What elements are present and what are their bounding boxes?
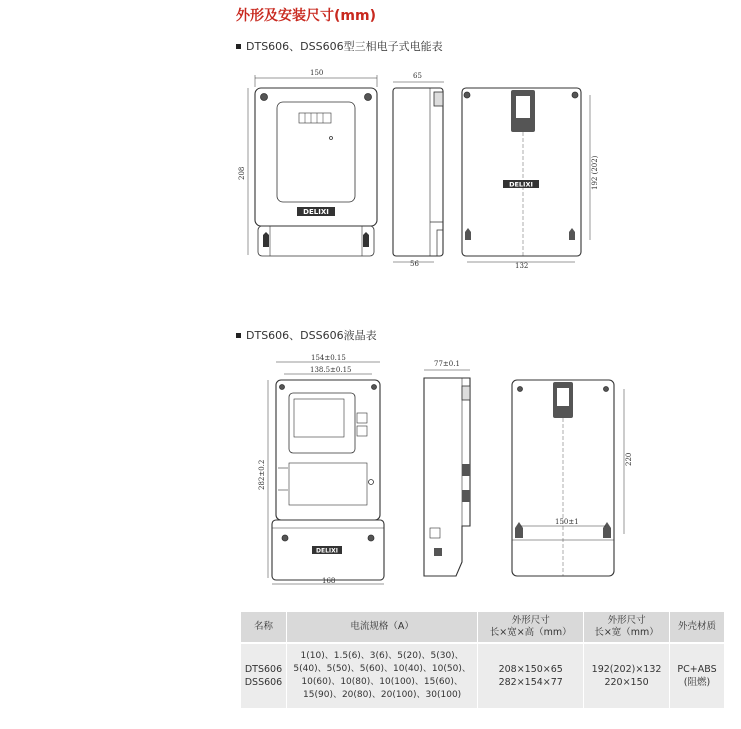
dim2-depth: 77±0.1: [434, 360, 460, 368]
spec-table-header-row: [241, 612, 725, 644]
dim1-depth: 65: [413, 72, 422, 80]
header-dim2: 外形尺寸 长×宽（mm）: [584, 612, 670, 644]
dim1-width: 150: [310, 69, 324, 77]
header-current: 电流规格（A）: [286, 612, 477, 644]
dim2-width-inner: 138.5±0.15: [310, 366, 352, 374]
dim1-base-depth: 56: [410, 260, 419, 268]
meter1-side-view: [393, 72, 444, 268]
meter1-back-view: [462, 88, 599, 270]
cell-current: 1(10)、1.5(6)、3(6)、5(20)、5(30)、 5(40)、5(50)、5(60)、10(40)、10(50)、 10(60)、10(80)、10(100)、15(60)、 15(90)、20(80)、20(100)、30(100): [286, 643, 477, 709]
header-name: 名称: [241, 612, 287, 644]
dim2-mount-width: 150±1: [555, 518, 579, 526]
cell-material: PC+ABS (阻燃): [670, 643, 725, 709]
cell-dim2: 192(202)×132 220×150: [584, 643, 670, 709]
dim1-height: 208: [238, 166, 246, 180]
section1-label: DTS606、DSS606型三相电子式电能表: [246, 40, 443, 53]
dim1-mount-width: 132: [515, 262, 529, 270]
page-title: 外形及安装尺寸(mm): [236, 8, 376, 24]
meter2-side-view: [424, 360, 470, 576]
meter1-front-view: [238, 69, 377, 256]
cell-dim3: 208×150×65 282×154×77: [478, 643, 584, 709]
section2-label: DTS606、DSS606液晶表: [246, 329, 377, 342]
dim2-height: 282±0.2: [258, 459, 266, 490]
brand-logo: DELIXI: [303, 208, 329, 216]
table-row: [241, 643, 725, 709]
brand-logo-back: DELIXI: [509, 180, 533, 189]
cell-name: DTS606 DSS606: [241, 643, 287, 709]
dim2-mount-height: 220: [625, 452, 633, 466]
meter2-back-view: [512, 380, 633, 576]
header-dim3: 外形尺寸 长×宽×高（mm）: [478, 612, 584, 644]
spec-table: [240, 611, 725, 709]
dim2-base-width: 168: [322, 577, 336, 585]
dim1-mount-height: 192 (202): [591, 155, 599, 190]
header-material: 外壳材质: [670, 612, 725, 644]
dim2-width-outer: 154±0.15: [311, 354, 346, 362]
brand-logo-lcd: DELIXI: [316, 547, 338, 555]
meter2-front-view: [258, 354, 384, 585]
